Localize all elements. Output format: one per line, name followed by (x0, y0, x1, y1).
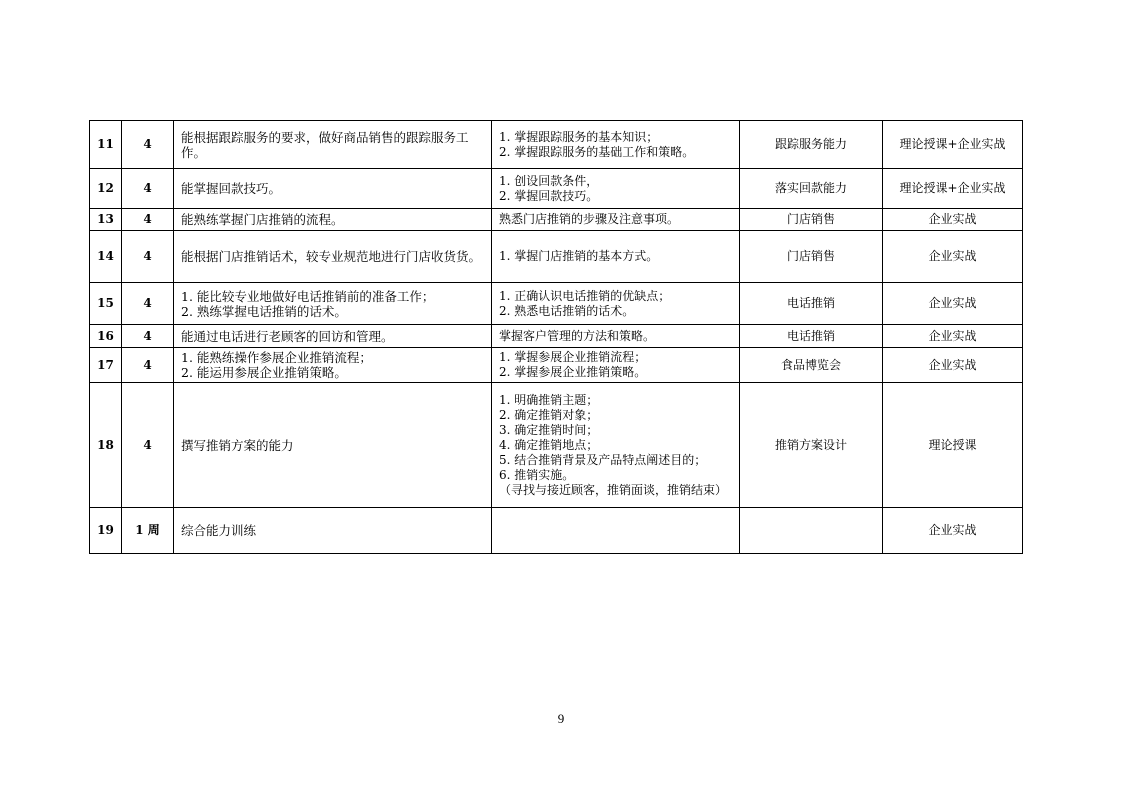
page-number: 9 (557, 711, 565, 726)
table-row (90, 383, 1023, 508)
knowledge-line: 掌握客户管理的方法和策略。 (499, 328, 656, 343)
teaching-method-cell: 理论授课 (883, 383, 1023, 508)
skill-line: 能掌握回款技巧。 (181, 181, 282, 196)
knowledge-line: 1. 明确推销主题； (499, 392, 599, 407)
teaching-method-cell: 理论授课+企业实战 (883, 169, 1023, 209)
teaching-method-cell: 企业实战 (883, 325, 1023, 348)
knowledge-requirement-cell (492, 231, 740, 283)
knowledge-line: 2. 熟悉电话推销的话术。 (499, 303, 635, 318)
knowledge-requirement-cell (492, 325, 740, 348)
table-row (90, 121, 1023, 169)
knowledge-requirement-cell (492, 121, 740, 169)
knowledge-line: 2. 掌握参展企业推销策略。 (499, 365, 647, 379)
module-cell: 跟踪服务能力 (740, 121, 883, 169)
knowledge-requirement-cell (492, 348, 740, 383)
skill-requirement-cell (174, 209, 492, 231)
skill-line: 撰写推销方案的能力 (181, 437, 294, 453)
row-number-cell: 15 (90, 283, 122, 325)
module-cell: 门店销售 (740, 231, 883, 283)
skill-line: 2. 能运用参展企业推销策略。 (181, 365, 347, 380)
weeks-cell: 4 (122, 348, 174, 383)
knowledge-line: 1. 创设回款条件， (499, 173, 599, 188)
table-row (90, 348, 1023, 383)
module-cell: 食品博览会 (740, 348, 883, 383)
weeks-cell: 4 (122, 169, 174, 209)
table-row (90, 209, 1023, 231)
teaching-method-cell: 企业实战 (883, 283, 1023, 325)
weeks-cell: 4 (122, 325, 174, 348)
knowledge-line: 5. 结合推销背景及产品特点阐述目的； (499, 452, 707, 467)
skill-line: 综合能力训练 (181, 523, 257, 538)
table-row (90, 508, 1023, 554)
skill-line: 2. 熟练掌握电话推销的话术。 (181, 303, 347, 319)
module-cell: 落实回款能力 (740, 169, 883, 209)
knowledge-line: 4. 确定推销地点； (499, 437, 599, 452)
row-number-cell: 19 (90, 508, 122, 554)
knowledge-line: （寻找与接近顾客，推销面谈，推销结束） (499, 482, 728, 497)
knowledge-line: 1. 掌握跟踪服务的基本知识； (499, 129, 659, 144)
weeks-cell: 4 (122, 121, 174, 169)
teaching-method-cell: 企业实战 (883, 209, 1023, 231)
row-number-cell: 16 (90, 325, 122, 348)
skill-line: 能根据跟踪服务的要求，做好商品销售的跟踪服务工作。 (181, 129, 469, 160)
table-body (90, 121, 1023, 554)
row-number-cell: 17 (90, 348, 122, 383)
module-cell (740, 508, 883, 554)
weeks-cell: 4 (122, 383, 174, 508)
knowledge-line: 3. 确定推销时间； (499, 422, 599, 437)
module-cell: 电话推销 (740, 325, 883, 348)
knowledge-line: 2. 掌握回款技巧。 (499, 188, 599, 203)
skill-requirement-cell (174, 283, 492, 325)
teaching-method-cell: 企业实战 (883, 348, 1023, 383)
row-number-cell: 12 (90, 169, 122, 209)
weeks-cell: 4 (122, 283, 174, 325)
module-cell: 电话推销 (740, 283, 883, 325)
teaching-method-cell: 企业实战 (883, 231, 1023, 283)
knowledge-line: 1. 掌握参展企业推销流程； (499, 350, 647, 364)
row-number-cell: 11 (90, 121, 122, 169)
skill-requirement-cell (174, 169, 492, 209)
skill-requirement-cell (174, 231, 492, 283)
teaching-method-cell: 企业实战 (883, 508, 1023, 554)
skill-line: 能熟练掌握门店推销的流程。 (181, 212, 344, 227)
table-row (90, 325, 1023, 348)
skill-requirement-cell (174, 508, 492, 554)
teaching-method-cell: 理论授课+企业实战 (883, 121, 1023, 169)
skill-requirement-cell (174, 325, 492, 348)
weeks-cell: 4 (122, 231, 174, 283)
knowledge-requirement-cell (492, 508, 740, 554)
knowledge-requirement-cell (492, 383, 740, 508)
skill-line: 1. 能比较专业地做好电话推销前的准备工作； (181, 288, 435, 304)
knowledge-line: 6. 推销实施。 (499, 467, 575, 482)
knowledge-requirement-cell (492, 209, 740, 231)
knowledge-line: 1. 掌握门店推销的基本方式。 (499, 249, 659, 263)
knowledge-line: 熟悉门店推销的步骤及注意事项。 (499, 212, 680, 226)
knowledge-line: 1. 正确认识电话推销的优缺点； (499, 288, 671, 303)
row-number-cell: 18 (90, 383, 122, 508)
skill-requirement-cell (174, 121, 492, 169)
row-number-cell: 13 (90, 209, 122, 231)
module-cell: 门店销售 (740, 209, 883, 231)
skill-line: 1. 能熟练操作参展企业推销流程； (181, 350, 372, 365)
module-cell: 推销方案设计 (740, 383, 883, 508)
training-plan-table (89, 120, 1023, 554)
skill-requirement-cell (174, 348, 492, 383)
table-row (90, 283, 1023, 325)
knowledge-line: 2. 掌握跟踪服务的基础工作和策略。 (499, 144, 695, 159)
table-row (90, 169, 1023, 209)
skill-requirement-cell (174, 383, 492, 508)
knowledge-line: 2. 确定推销对象； (499, 407, 599, 422)
knowledge-requirement-cell (492, 283, 740, 325)
skill-line: 能通过电话进行老顾客的回访和管理。 (181, 328, 394, 344)
weeks-cell: 4 (122, 209, 174, 231)
knowledge-requirement-cell (492, 169, 740, 209)
table-row (90, 231, 1023, 283)
weeks-cell: 1 周 (122, 508, 174, 554)
row-number-cell: 14 (90, 231, 122, 283)
skill-line: 能根据门店推销话术，较专业规范地进行门店收货货。 (181, 249, 482, 264)
